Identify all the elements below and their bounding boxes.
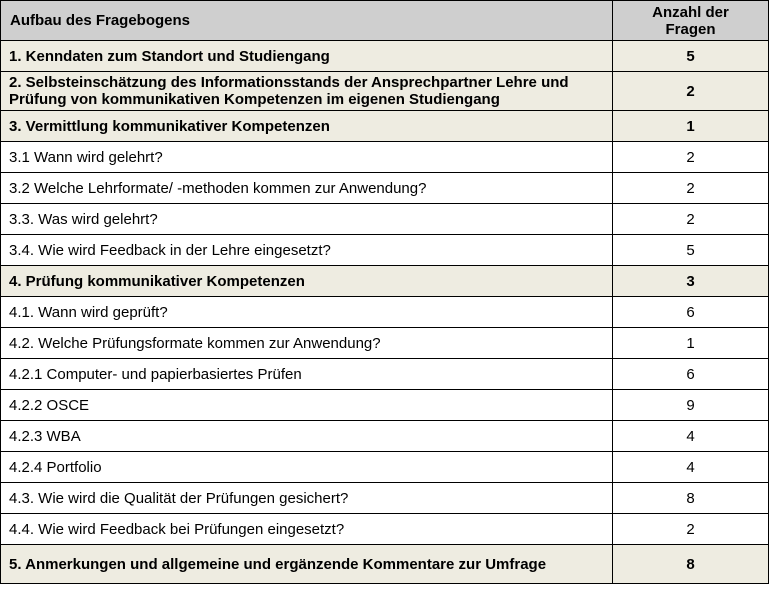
header-row [1,1,769,41]
table-row [1,452,769,483]
row-label: 2. Selbsteinschätzung des Informationsstands der Ansprechpartner Lehre und Prüfung von kommunikativen Kompetenzen im eigenen Studiengang [1,72,613,111]
table-row [1,173,769,204]
row-label: 3.2 Welche Lehrformate/ -methoden kommen zur Anwendung? [1,173,613,204]
row-count: 3 [613,266,769,297]
table-row [1,359,769,390]
column-header-structure: Aufbau des Fragebogens [1,1,613,41]
table-row-section-2 [1,72,769,111]
row-label: 3.1 Wann wird gelehrt? [1,142,613,173]
row-label: 1. Kenndaten zum Standort und Studiengang [1,41,613,72]
column-header-count-line2: Fragen [665,20,716,38]
row-count: 6 [613,359,769,390]
column-header-count-line1: Anzahl der [652,3,729,21]
row-label: 4. Prüfung kommunikativer Kompetenzen [1,266,613,297]
row-label: 4.2. Welche Prüfungsformate kommen zur Anwendung? [1,328,613,359]
table-row [1,483,769,514]
row-label: 4.4. Wie wird Feedback bei Prüfungen eingesetzt? [1,514,613,545]
row-label: 4.1. Wann wird geprüft? [1,297,613,328]
table-row [1,235,769,266]
table-row [1,142,769,173]
row-count: 8 [613,483,769,514]
row-count: 2 [613,173,769,204]
row-count: 1 [613,111,769,142]
row-label: 4.2.4 Portfolio [1,452,613,483]
table-row [1,328,769,359]
row-count: 2 [613,142,769,173]
row-count: 4 [613,452,769,483]
table-row-section-1 [1,41,769,72]
table-row-section-4 [1,266,769,297]
row-count: 6 [613,297,769,328]
table-row-section-5 [1,545,769,584]
table-row [1,297,769,328]
row-label: 4.2.1 Computer- und papierbasiertes Prüfen [1,359,613,390]
row-label: 4.2.3 WBA [1,421,613,452]
table-row [1,204,769,235]
row-label: 3.3. Was wird gelehrt? [1,204,613,235]
row-count: 5 [613,41,769,72]
row-count: 2 [613,204,769,235]
row-label: 4.2.2 OSCE [1,390,613,421]
table-row [1,421,769,452]
row-label: 3.4. Wie wird Feedback in der Lehre eingesetzt? [1,235,613,266]
row-count: 2 [613,514,769,545]
table-row [1,514,769,545]
row-count: 9 [613,390,769,421]
table-row [1,390,769,421]
row-label: 5. Anmerkungen und allgemeine und ergänzende Kommentare zur Umfrage [1,545,613,584]
row-label: 3. Vermittlung kommunikativer Kompetenzen [1,111,613,142]
row-count: 8 [613,545,769,584]
row-count: 4 [613,421,769,452]
row-count: 1 [613,328,769,359]
row-count: 2 [613,72,769,111]
column-header-question-count [613,1,769,41]
row-count: 5 [613,235,769,266]
table-row-section-3 [1,111,769,142]
row-label: 4.3. Wie wird die Qualität der Prüfungen gesichert? [1,483,613,514]
